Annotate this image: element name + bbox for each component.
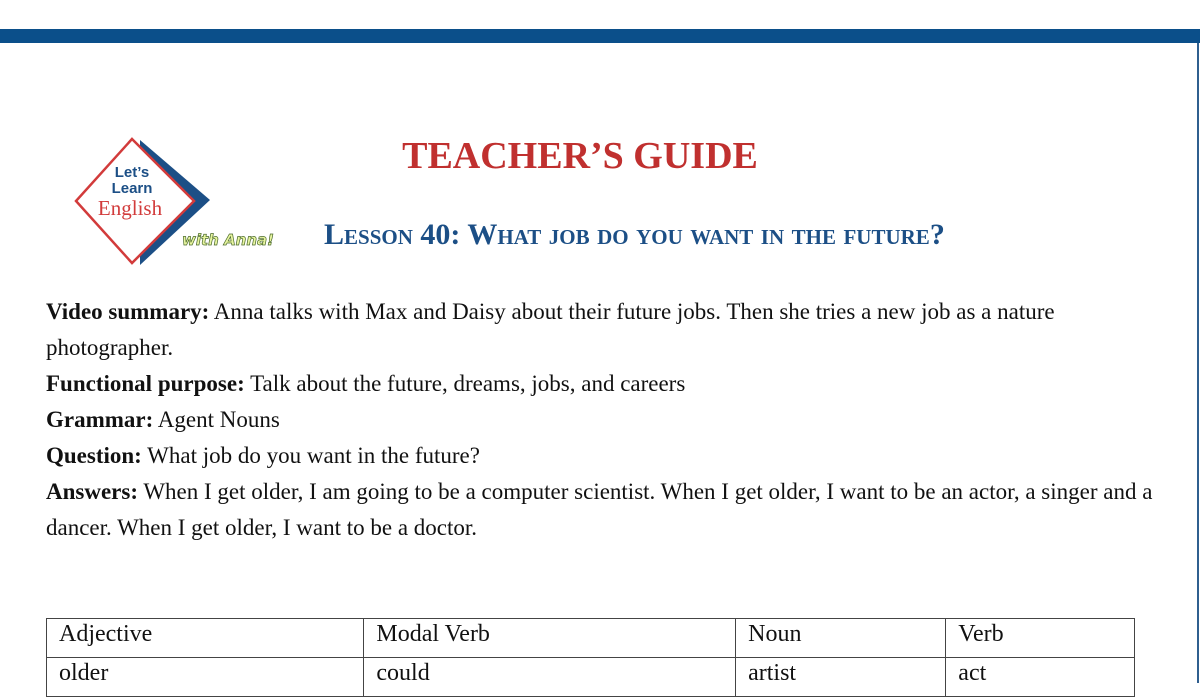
column-header: Adjective <box>47 619 364 658</box>
label: Grammar: <box>46 407 154 432</box>
label: Question: <box>46 443 142 468</box>
logo-tagline: with Anna! <box>182 231 274 249</box>
logo-text: Let’s <box>114 164 150 181</box>
table-header-row <box>47 619 1135 658</box>
summary-line <box>46 474 1176 546</box>
summary-line <box>46 402 1176 438</box>
label: Answers: <box>46 479 138 504</box>
summary-line <box>46 438 1176 474</box>
table-cell: older <box>47 658 364 697</box>
column-header: Noun <box>736 619 946 658</box>
logo-text: Learn <box>111 180 153 197</box>
lesson-heading: Lesson 40: What job do you want in the future? <box>324 218 945 251</box>
column-header: Modal Verb <box>364 619 736 658</box>
logo-text: English <box>97 196 163 220</box>
page-edge <box>1197 43 1199 683</box>
column-header: Verb <box>946 619 1135 658</box>
label: Functional purpose: <box>46 371 245 396</box>
top-border-bar <box>0 29 1200 43</box>
grammar-table <box>46 618 1135 697</box>
value: Agent Nouns <box>153 407 280 432</box>
label: Video summary: <box>46 299 210 324</box>
table-row <box>47 658 1135 697</box>
table-cell: could <box>364 658 736 697</box>
value: What job do you want in the future? <box>141 443 480 468</box>
page-title: TEACHER’S GUIDE <box>402 135 758 177</box>
table-cell: artist <box>736 658 946 697</box>
table-cell: act <box>946 658 1135 697</box>
summary-line <box>46 366 1176 402</box>
summary-line <box>46 294 1176 366</box>
value: Talk about the future, dreams, jobs, and careers <box>244 371 686 396</box>
lesson-summary <box>46 294 1176 546</box>
value: When I get older, I am going to be a computer scientist. When I get older, I want to be an actor, a singer and a dancer. When I get older, I want to be a doctor. <box>46 479 1153 540</box>
value: Anna talks with Max and Daisy about their future jobs. Then she tries a new job as a nature photographer. <box>46 299 1055 360</box>
